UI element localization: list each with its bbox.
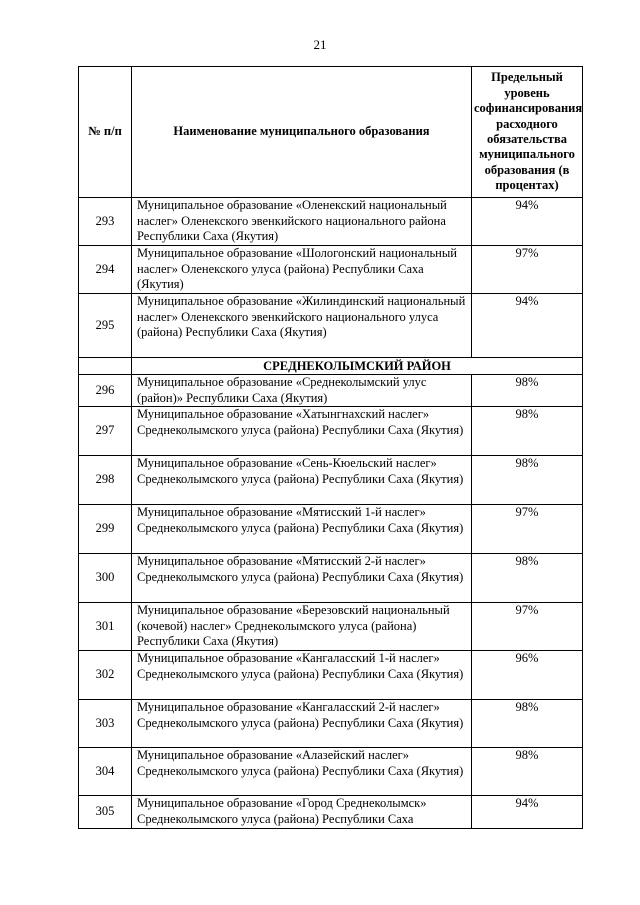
header-name: Наименование муниципального образования (132, 67, 472, 198)
row-name: Муниципальное образование «Шологонский национальный наслег» Оленекского улуса (района) Республики Саха (Якутия) (132, 246, 472, 294)
table-row (79, 407, 583, 456)
section-spacer (79, 358, 132, 375)
table-row (79, 198, 583, 246)
row-percent: 94% (472, 796, 583, 829)
row-percent: 97% (472, 603, 583, 651)
row-name: Муниципальное образование «Среднеколымский улус (район)» Республики Саха (Якутия) (132, 375, 472, 407)
row-number: 305 (79, 796, 132, 829)
row-percent: 97% (472, 505, 583, 554)
table-row (79, 246, 583, 294)
table-row (79, 505, 583, 554)
table-row (79, 748, 583, 796)
header-percent: Предельный уровень софинансирования расходного обязательства муниципального образования (в процентах) (472, 67, 583, 198)
header-number: № п/п (79, 67, 132, 198)
row-name: Муниципальное образование «Оленекский национальный наслег» Оленекского эвенкийского национального района Республики Саха (Якутия) (132, 198, 472, 246)
row-number: 296 (79, 375, 132, 407)
row-name: Муниципальное образование «Жилиндинский национальный наслег» Оленекского эвенкийского национального улуса (района) Республики Саха (Якутия) (132, 294, 472, 358)
row-number: 297 (79, 407, 132, 456)
row-number: 301 (79, 603, 132, 651)
row-name: Муниципальное образование «Хатынгнахский наслег» Среднеколымского улуса (района) Республики Саха (Якутия) (132, 407, 472, 456)
row-name: Муниципальное образование «Алазейский наслег» Среднеколымского улуса (района) Республики Саха (Якутия) (132, 748, 472, 796)
table-row (79, 456, 583, 505)
table-row (79, 554, 583, 603)
table-row (79, 294, 583, 358)
table-header-row (79, 67, 583, 198)
page-number: 21 (313, 37, 327, 52)
row-name: Муниципальное образование «Город Среднеколымск» Среднеколымского улуса (района) Республики Саха (132, 796, 472, 829)
table-row (79, 796, 583, 829)
section-title: СРЕДНЕКОЛЫМСКИЙ РАЙОН (132, 358, 583, 375)
row-number: 293 (79, 198, 132, 246)
row-name: Муниципальное образование «Березовский национальный (кочевой) наслег» Среднеколымского улуса (района) Республики Саха (Якутия) (132, 603, 472, 651)
row-name: Муниципальное образование «Кангаласский 2-й наслег» Среднеколымского улуса (района) Республики Саха (Якутия) (132, 700, 472, 748)
row-number: 295 (79, 294, 132, 358)
row-percent: 98% (472, 407, 583, 456)
row-percent: 98% (472, 456, 583, 505)
municipalities-table (78, 66, 583, 829)
row-number: 302 (79, 651, 132, 700)
table-row (79, 651, 583, 700)
table-row (79, 700, 583, 748)
row-name: Муниципальное образование «Сень-Кюельский наслег» Среднеколымского улуса (района) Республики Саха (Якутия) (132, 456, 472, 505)
row-name: Муниципальное образование «Мятисский 1-й наслег» Среднеколымского улуса (района) Республики Саха (Якутия) (132, 505, 472, 554)
table-row (79, 375, 583, 407)
row-percent: 98% (472, 554, 583, 603)
row-percent: 98% (472, 700, 583, 748)
row-percent: 97% (472, 246, 583, 294)
row-percent: 96% (472, 651, 583, 700)
row-percent: 94% (472, 198, 583, 246)
row-number: 303 (79, 700, 132, 748)
table-row (79, 603, 583, 651)
row-percent: 98% (472, 375, 583, 407)
row-percent: 98% (472, 748, 583, 796)
row-number: 298 (79, 456, 132, 505)
row-number: 304 (79, 748, 132, 796)
row-name: Муниципальное образование «Кангаласский 1-й наслег» Среднеколымского улуса (района) Республики Саха (Якутия) (132, 651, 472, 700)
row-number: 294 (79, 246, 132, 294)
row-number: 300 (79, 554, 132, 603)
row-name: Муниципальное образование «Мятисский 2-й наслег» Среднеколымского улуса (района) Республики Саха (Якутия) (132, 554, 472, 603)
row-number: 299 (79, 505, 132, 554)
row-percent: 94% (472, 294, 583, 358)
section-row (79, 358, 583, 375)
